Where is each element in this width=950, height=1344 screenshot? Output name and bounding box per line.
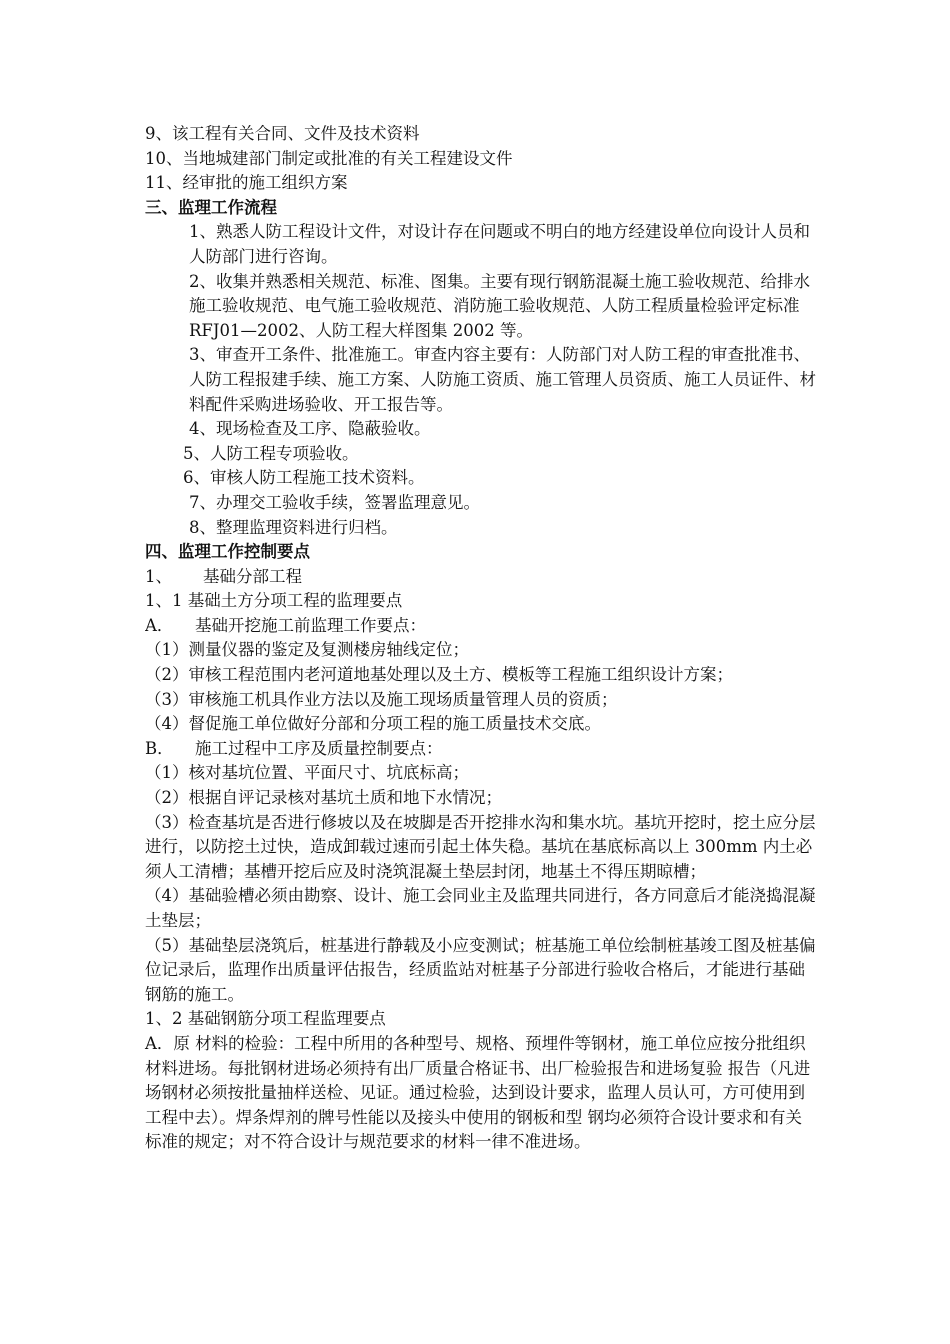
item-a-heading	[145, 614, 817, 639]
item-a1: （1）测量仪器的鉴定及复测楼房轴线定位；	[145, 640, 469, 660]
item-b-label: B．	[145, 738, 174, 758]
workflow-step-7: 7、办理交工验收手续，签署监理意见。	[189, 492, 480, 512]
item-b1: （1）核对基坑位置、平面尺寸、坑底标高；	[145, 763, 469, 783]
section-heading-workflow: 三、监理工作流程	[145, 197, 277, 217]
subsection-earthwork: 1、1 基础土方分项工程的监理要点	[145, 591, 403, 611]
workflow-step-8: 8、整理监理资料进行归档。	[189, 517, 398, 537]
workflow-step-4: 4、现场检查及工序、隐蔽验收。	[189, 419, 431, 439]
workflow-step-3: 3、审查开工条件、批准施工。审查内容主要有：人防部门对人防工程的审查批准书、人防工程报建手续、施工方案、人防施工资质、施工管理人员资质、施工人员证件、材料配件采购进场验收、开工报告等。	[189, 345, 816, 414]
reference-item-9: 9、该工程有关合同、文件及技术资料	[145, 124, 420, 143]
item-a-label: A．	[145, 615, 174, 635]
subsection-rebar: 1、2 基础钢筋分项工程监理要点	[145, 1009, 386, 1029]
workflow-step-2: 2、收集并熟悉相关规范、标准、图集。主要有现行钢筋混凝土施工验收规范、给排水施工验收规范、电气施工验收规范、消防施工验收规范、人防工程质量检验评定标准 RFJ01—2002、人防工程大样图集 2002 等。	[189, 271, 810, 340]
subsection-foundation	[145, 565, 817, 590]
document-body	[145, 122, 817, 1155]
item-a3: （3）审核施工机具作业方法以及施工现场质量管理人员的资质；	[145, 689, 618, 709]
workflow-step-5: 5、人防工程专项验收。	[183, 443, 359, 463]
item-b-heading	[145, 737, 817, 762]
reference-item-11: 11、经审批的施工组织方案	[145, 173, 348, 193]
item-b-title: 施工过程中工序及质量控制要点：	[195, 738, 443, 758]
workflow-step-1: 1、熟悉人防工程设计文件，对设计存在问题或不明白的地方经建设单位向设计人员和人防部门进行咨询。	[189, 222, 810, 266]
section-heading-control-points: 四、监理工作控制要点	[145, 542, 310, 562]
item-b5: （5）基础垫层浇筑后，桩基进行静载及小应变测试；桩基施工单位绘制桩基竣工图及桩基偏位记录后，监理作出质量评估报告，经质监站对桩基子分部进行验收合格后，才能进行基础钢筋的施工。	[145, 935, 816, 1004]
workflow-step-6: 6、审核人防工程施工技术资料。	[183, 468, 425, 488]
subsection-number: 1、	[145, 566, 172, 586]
item-a2: （2）审核工程范围内老河道地基处理以及土方、模板等工程施工组织设计方案；	[145, 665, 733, 685]
item-b4: （4）基础验槽必须由勘察、设计、施工会同业主及监理共同进行，各方同意后才能浇捣混凝土垫层；	[145, 886, 816, 930]
rebar-materials-paragraph: A．原 材料的检验：工程中所用的各种型号、规格、预埋件等钢材，施工单位应按分批组织材料进场。每批钢材进场必须持有出厂质量合格证书、出厂检验报告和进场复验 报告（凡进场钢材必须按批量抽样送检、见证。通过检验，达到设计要求，监理人员认可，方可使用到工程中去）。焊条焊剂的牌号性能以及接头中使用的钢板和型 钢均必须符合设计要求和有关标准的规定；对不符合设计与规范要求的材料一律不准进场。	[145, 1033, 811, 1152]
item-a4: （4）督促施工单位做好分部和分项工程的施工质量技术交底。	[145, 714, 601, 734]
item-b2: （2）根据自评记录核对基坑土质和地下水情况；	[145, 788, 502, 808]
reference-item-10: 10、当地城建部门制定或批准的有关工程建设文件	[145, 148, 513, 168]
subsection-title: 基础分部工程	[203, 566, 302, 586]
item-b3: （3）检查基坑是否进行修坡以及在坡脚是否开挖排水沟和集水坑。基坑开挖时，挖土应分层进行，以防挖土过快，造成卸载过速而引起土体失稳。基坑在基底标高以上 300mm 内土必须人工清槽；基槽开挖后应及时浇筑混凝土垫层封闭，地基土不得压期晾槽；	[145, 812, 816, 881]
item-a-title: 基础开挖施工前监理工作要点：	[195, 615, 426, 635]
